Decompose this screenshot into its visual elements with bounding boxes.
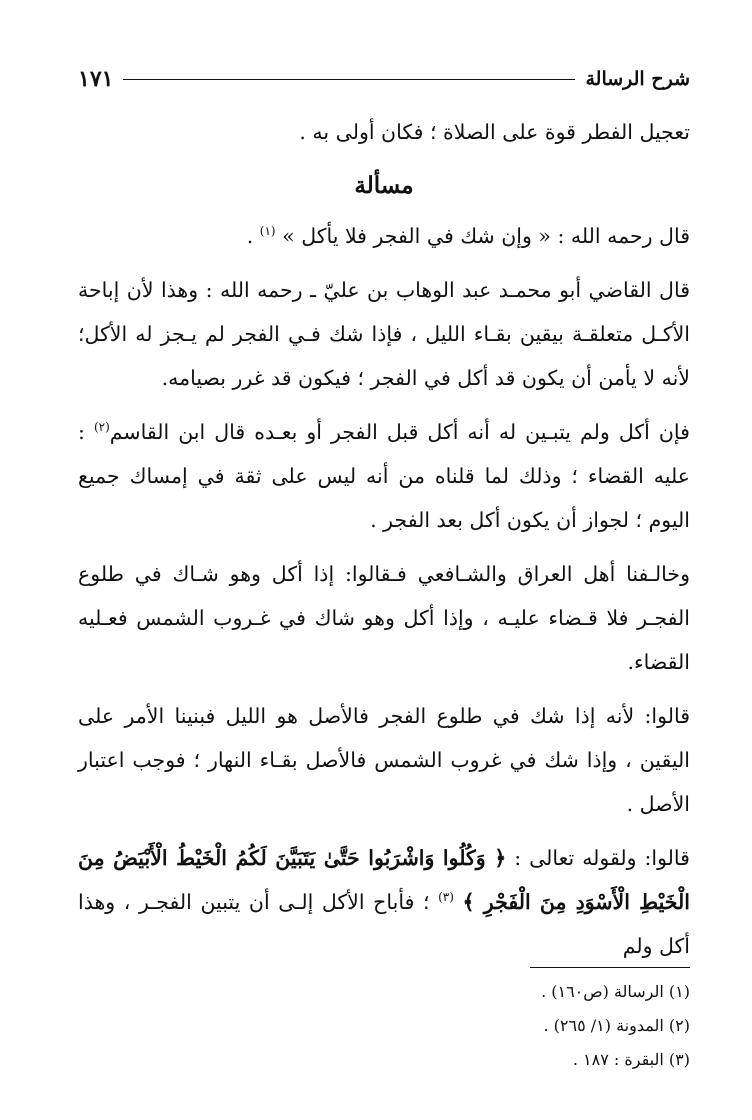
paragraph-2-end: .	[246, 224, 260, 248]
footnote-ref-2: (٢)	[93, 420, 110, 435]
page-number: ١٧١	[78, 66, 114, 92]
footnote-1: (١) الرسالة (ص١٦٠) .	[541, 982, 690, 1001]
footnote-separator	[530, 967, 690, 968]
paragraph-2	[78, 214, 690, 258]
paragraph-7-text-a: قالوا: ولقوله تعالى :	[506, 846, 690, 870]
page-body	[78, 110, 690, 968]
header-rule	[123, 79, 575, 80]
footnote-ref-1: (١)	[259, 224, 276, 239]
paragraph-5: وخالـفنا أهل العراق والشـافعي فـقالوا: إذا أكل وهو شـاك في طلوع الفجـر فلا قـضاء عليـه ، وإذا أكل وهو شاك في غـروب الشمس فعـليه القضاء.	[78, 562, 690, 674]
footnote-ref-3: (٣)	[438, 890, 454, 905]
footnotes	[78, 975, 690, 1077]
quran-verse: ﴿ وَكُلُوا وَاشْرَبُوا حَتَّىٰ يَتَبَيَّنَ لَكُمُ الْخَيْطُ الْأَبْيَضُ مِنَ الْخَيْطِ الْأَسْوَدِ مِنَ الْفَجْرِ ﴾	[78, 846, 690, 914]
paragraph-4-text-b: : عليه القضاء ؛ وذلك لما قلناه من أنه ليس على ثقة في إمساك جميع اليوم ؛ لجواز أن يكون أكل بعد الفجر .	[78, 420, 690, 532]
section-title: مسألة	[354, 172, 414, 199]
paragraph-3: قال القاضي أبو محمـد عبد الوهاب بن عليّ ـ رحمه الله : وهذا لأن إباحة الأكـل متعلقـة بيقين بقـاء الليل ، فإذا شك فـي الفجر لم يـجز له الأكل؛ لأنه لا يأمن أن يكون قد أكل في الفجر ؛ فيكون قد غرر بصيامه.	[78, 278, 690, 390]
footnote-3: (٣) البقرة : ١٨٧ .	[572, 1050, 690, 1069]
paragraph-7	[78, 836, 690, 968]
footnote-2: (٢) المدونة (١/ ٢٦٥) .	[543, 1016, 690, 1035]
paragraph-4-text-a: فإن أكل ولم يتبـين له أنه أكل قبل الفجر أو بعـده قال ابن القاسم	[109, 420, 690, 444]
paragraph-1: تعجيل الفطر قوة على الصلاة ؛ فكان أولى به .	[299, 120, 690, 144]
paragraph-2-text: قال رحمه الله : « وإن شك في الفجر فلا يأكل »	[282, 224, 690, 248]
paragraph-6: قالوا: لأنه إذا شك في طلوع الفجر فالأصل هو الليل فبنينا الأمر على اليقين ، وإذا شك في غروب الشمس فالأصل بقـاء النهار ؛ فوجب اعتبار الأصل .	[78, 704, 690, 816]
paragraph-4	[78, 410, 690, 542]
header-title: شرح الرسالة	[585, 68, 690, 90]
paragraph-7-text-b: ؛ فأباح الأكل إلـى أن يتبين الفجـر ، وهذا أكل ولم	[78, 890, 690, 958]
running-header	[78, 62, 690, 96]
